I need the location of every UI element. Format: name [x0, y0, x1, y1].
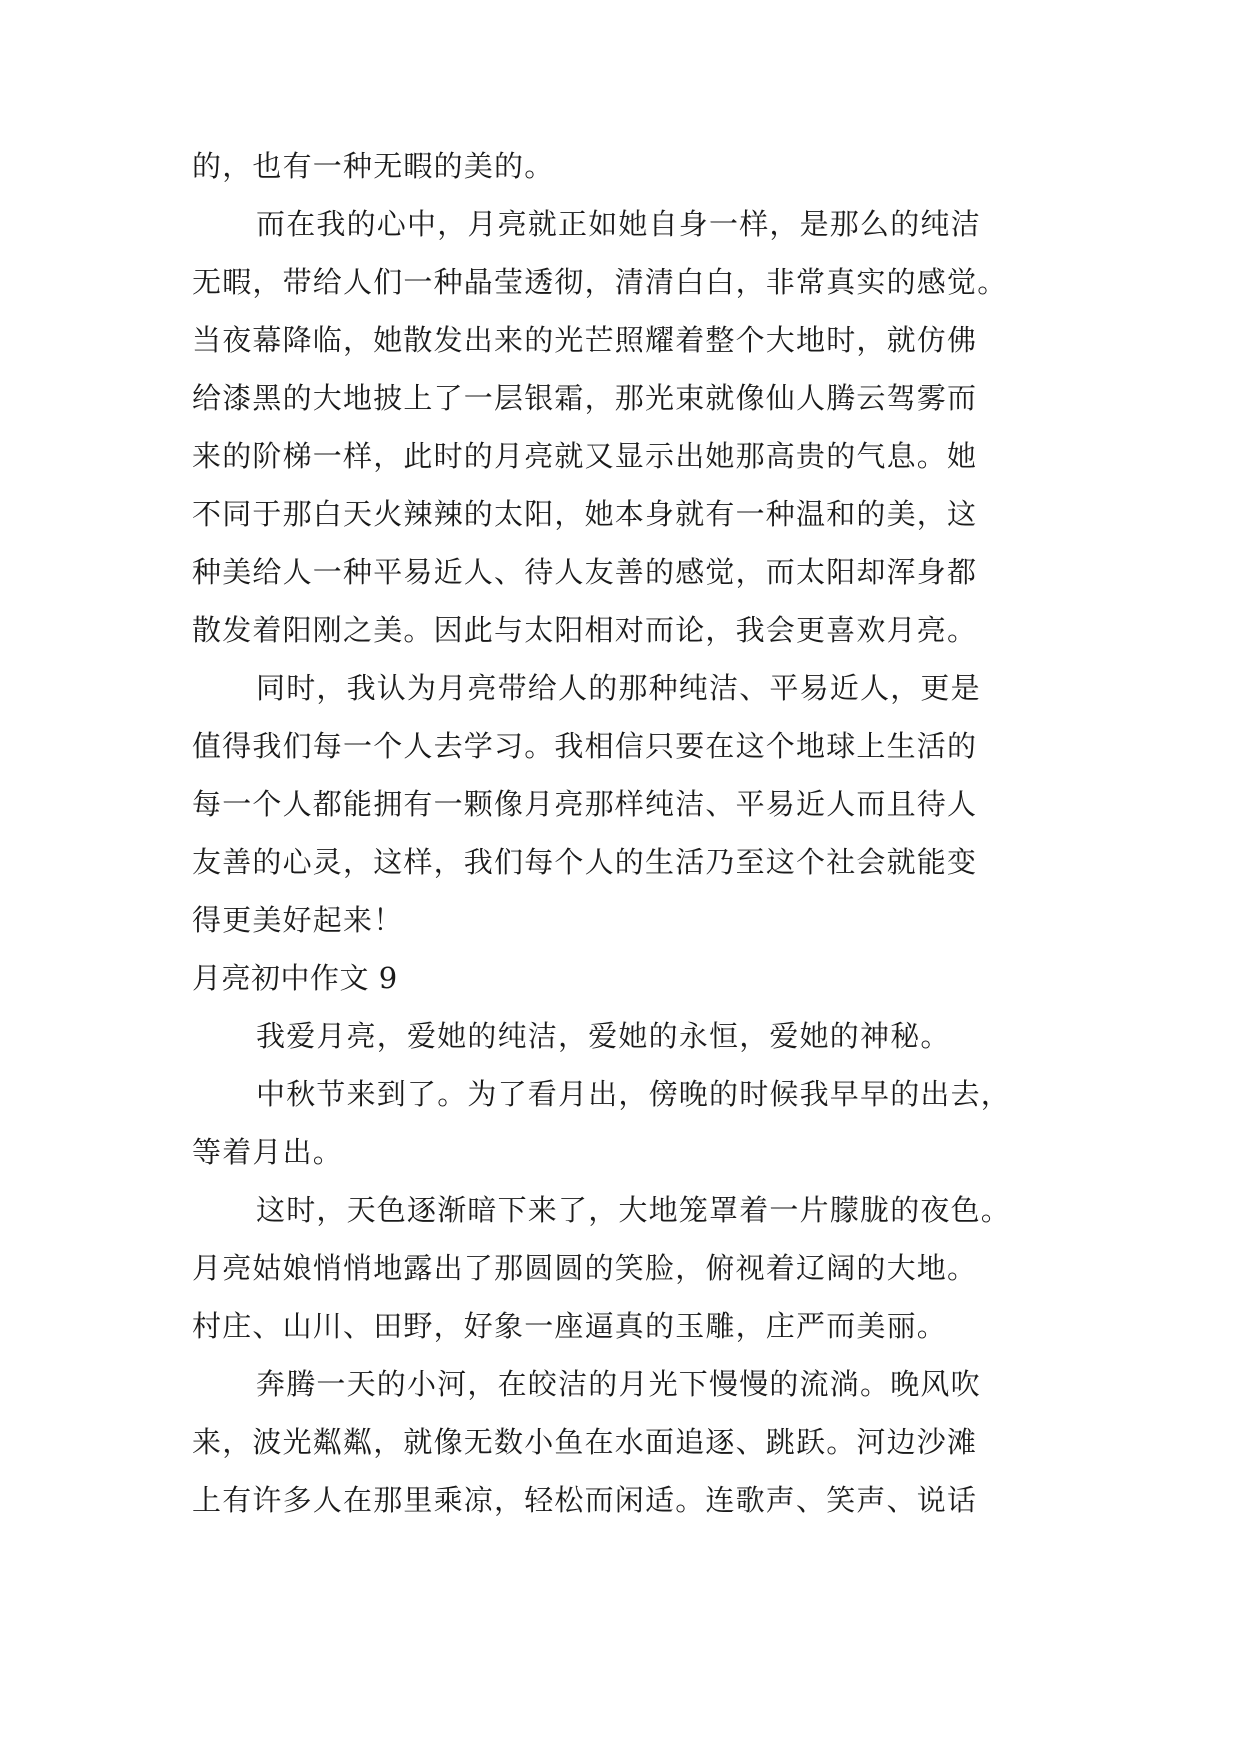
text-line: 不同于那白天火辣辣的太阳，她本身就有一种温和的美，这: [192, 497, 978, 531]
text-line: 上有许多人在那里乘凉，轻松而闲适。连歌声、笑声、说话: [192, 1483, 978, 1517]
paragraph-start-line: 奔腾一天的小河，在皎洁的月光下慢慢的流淌。晚风吹: [256, 1367, 981, 1401]
text-line: 值得我们每一个人去学习。我相信只要在这个地球上生活的: [192, 729, 978, 763]
text-line: 友善的心灵，这样，我们每个人的生活乃至这个社会就能变: [192, 845, 978, 879]
paragraph-start-line: 而在我的心中，月亮就正如她自身一样，是那么的纯洁: [256, 207, 981, 241]
text-line: 得更美好起来！: [192, 903, 404, 937]
text-line: 村庄、山川、田野，好象一座逼真的玉雕，庄严而美丽。: [192, 1309, 948, 1343]
text-line: 种美给人一种平易近人、待人友善的感觉，而太阳却浑身都: [192, 555, 978, 589]
text-line: 当夜幕降临，她散发出来的光芒照耀着整个大地时，就仿佛: [192, 323, 978, 357]
text-line: 等着月出。: [192, 1135, 344, 1169]
text-line: 的，也有一种无暇的美的。: [192, 149, 555, 183]
text-line: 每一个人都能拥有一颗像月亮那样纯洁、平易近人而且待人: [192, 787, 978, 821]
paragraph-start-line: 这时，天色逐渐暗下来了，大地笼罩着一片朦胧的夜色。: [256, 1193, 1012, 1227]
text-line: 来的阶梯一样，此时的月亮就又显示出她那高贵的气息。她: [192, 439, 978, 473]
section-heading: 月亮初中作文 9: [192, 961, 398, 995]
paragraph-start-line: 中秋节来到了。为了看月出，傍晚的时候我早早的出去，: [256, 1077, 1012, 1111]
paragraph-start-line: 我爱月亮，爱她的纯洁，爱她的永恒，爱她的神秘。: [256, 1019, 951, 1053]
text-line: 无暇，带给人们一种晶莹透彻，清清白白，非常真实的感觉。: [192, 265, 1008, 299]
text-line: 来，波光粼粼，就像无数小鱼在水面追逐、跳跃。河边沙滩: [192, 1425, 978, 1459]
paragraph-start-line: 同时，我认为月亮带给人的那种纯洁、平易近人，更是: [256, 671, 981, 705]
text-line: 月亮姑娘悄悄地露出了那圆圆的笑脸，俯视着辽阔的大地。: [192, 1251, 978, 1285]
text-line: 散发着阳刚之美。因此与太阳相对而论，我会更喜欢月亮。: [192, 613, 978, 647]
text-line: 给漆黑的大地披上了一层银霜，那光束就像仙人腾云驾雾而: [192, 381, 978, 415]
